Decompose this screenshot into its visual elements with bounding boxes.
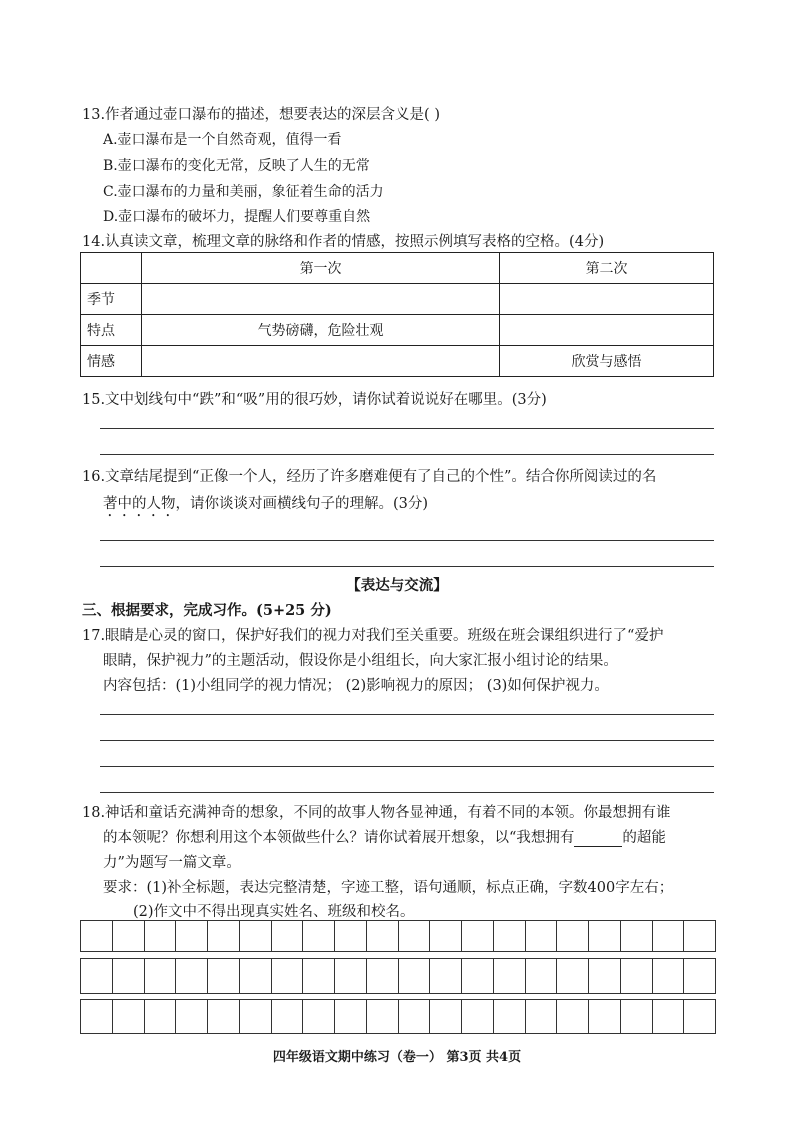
q15-stem: 15.文中划线句中“跌”和“吸”用的很巧妙，请你试着说说好在哪里。(3分)	[82, 392, 547, 408]
q13-stem: 13.作者通过壶口瀑布的描述，想要表达的深层含义是( )	[82, 107, 440, 123]
q18-line2	[103, 826, 666, 847]
composition-grid-row[interactable]	[80, 920, 716, 952]
q18-requirement-2: (2)作文中不得出现真实姓名、班级和校名。	[133, 904, 415, 920]
q16-line2	[103, 492, 428, 520]
cell-season-first[interactable]	[142, 284, 500, 315]
cell-feature-first: 气势磅礴，危险壮观	[142, 315, 500, 346]
cell-feature-second[interactable]	[500, 315, 714, 346]
answer-line[interactable]	[100, 454, 714, 455]
q17-line3: 内容包括：(1)小组同学的视力情况； (2)影响视力的原因； (3)如何保护视力。	[103, 678, 609, 694]
table-header-first: 第一次	[142, 253, 500, 284]
table-row	[81, 346, 714, 377]
table-header-second: 第二次	[500, 253, 714, 284]
q18-requirement-1: 要求：(1)补全标题，表达完整清楚，字迹工整，语句通顺，标点正确，字数400字左右；	[103, 880, 674, 896]
q16-line1: 16.文章结尾提到“正像一个人，经历了许多磨难便有了自己的个性”。结合你所阅读过的名	[82, 469, 657, 485]
q16-dotted-text: 著中的人物	[103, 496, 176, 512]
table-row	[81, 284, 714, 315]
page-footer: 四年级语文期中练习（卷一） 第3页 共4页	[272, 1050, 522, 1065]
q18-line2-end: 的超能	[622, 830, 666, 846]
q13-option-a: A.壶口瀑布是一个自然奇观，值得一看	[103, 132, 342, 148]
answer-line[interactable]	[100, 714, 714, 715]
q16-line2-rest: ，请你谈谈对画横线句子的理解。(3分)	[175, 496, 429, 512]
answer-line[interactable]	[100, 540, 714, 541]
cell-season-second[interactable]	[500, 284, 714, 315]
q13-option-d: D.壶口瀑布的破坏力，提醒人们要尊重自然	[103, 209, 371, 225]
table-header-row	[81, 253, 714, 284]
answer-line[interactable]	[100, 740, 714, 741]
q18-line1: 18.神话和童话充满神奇的想象，不同的故事人物各显神通，有着不同的本领。你最想拥有谁	[82, 805, 671, 821]
cell-emotion-first[interactable]	[142, 346, 500, 377]
q13-option-c: C.壶口瀑布的力量和美丽，象征着生命的活力	[103, 184, 384, 200]
answer-line[interactable]	[100, 566, 714, 567]
row-label-season: 季节	[81, 284, 142, 315]
q18-line3: 力”为题写一篇文章。	[103, 855, 241, 871]
row-label-emotion: 情感	[81, 346, 142, 377]
q18-line2-start: 的本领呢？你想利用这个本领做些什么？请你试着展开想象，以“我想拥有	[103, 830, 575, 846]
q14-table	[80, 252, 714, 377]
q14-stem: 14.认真读文章，梳理文章的脉络和作者的情感，按照示例填写表格的空格。(4分)	[82, 234, 605, 250]
cell-emotion-second: 欣赏与感悟	[500, 346, 714, 377]
title-blank[interactable]	[574, 830, 622, 847]
section-title: 【表达与交流】	[346, 577, 448, 594]
q17-line1: 17.眼睛是心灵的窗口，保护好我们的视力对我们至关重要。班级在班会课组织进行了“爱护	[82, 628, 664, 644]
answer-line[interactable]	[100, 766, 714, 767]
q17-line2: 眼睛，保护视力”的主题活动，假设你是小组组长，向大家汇报小组讨论的结果。	[103, 653, 618, 669]
answer-line[interactable]	[100, 428, 714, 429]
composition-grid-row[interactable]	[80, 958, 716, 994]
answer-line[interactable]	[100, 792, 714, 793]
q13-option-b: B.壶口瀑布的变化无常，反映了人生的无常	[103, 158, 370, 174]
composition-grid-row[interactable]	[80, 999, 716, 1034]
row-label-feature: 特点	[81, 315, 142, 346]
table-row	[81, 315, 714, 346]
part3-title: 三、根据要求，完成习作。(5+25 分)	[82, 602, 332, 619]
table-corner-cell	[81, 253, 142, 284]
